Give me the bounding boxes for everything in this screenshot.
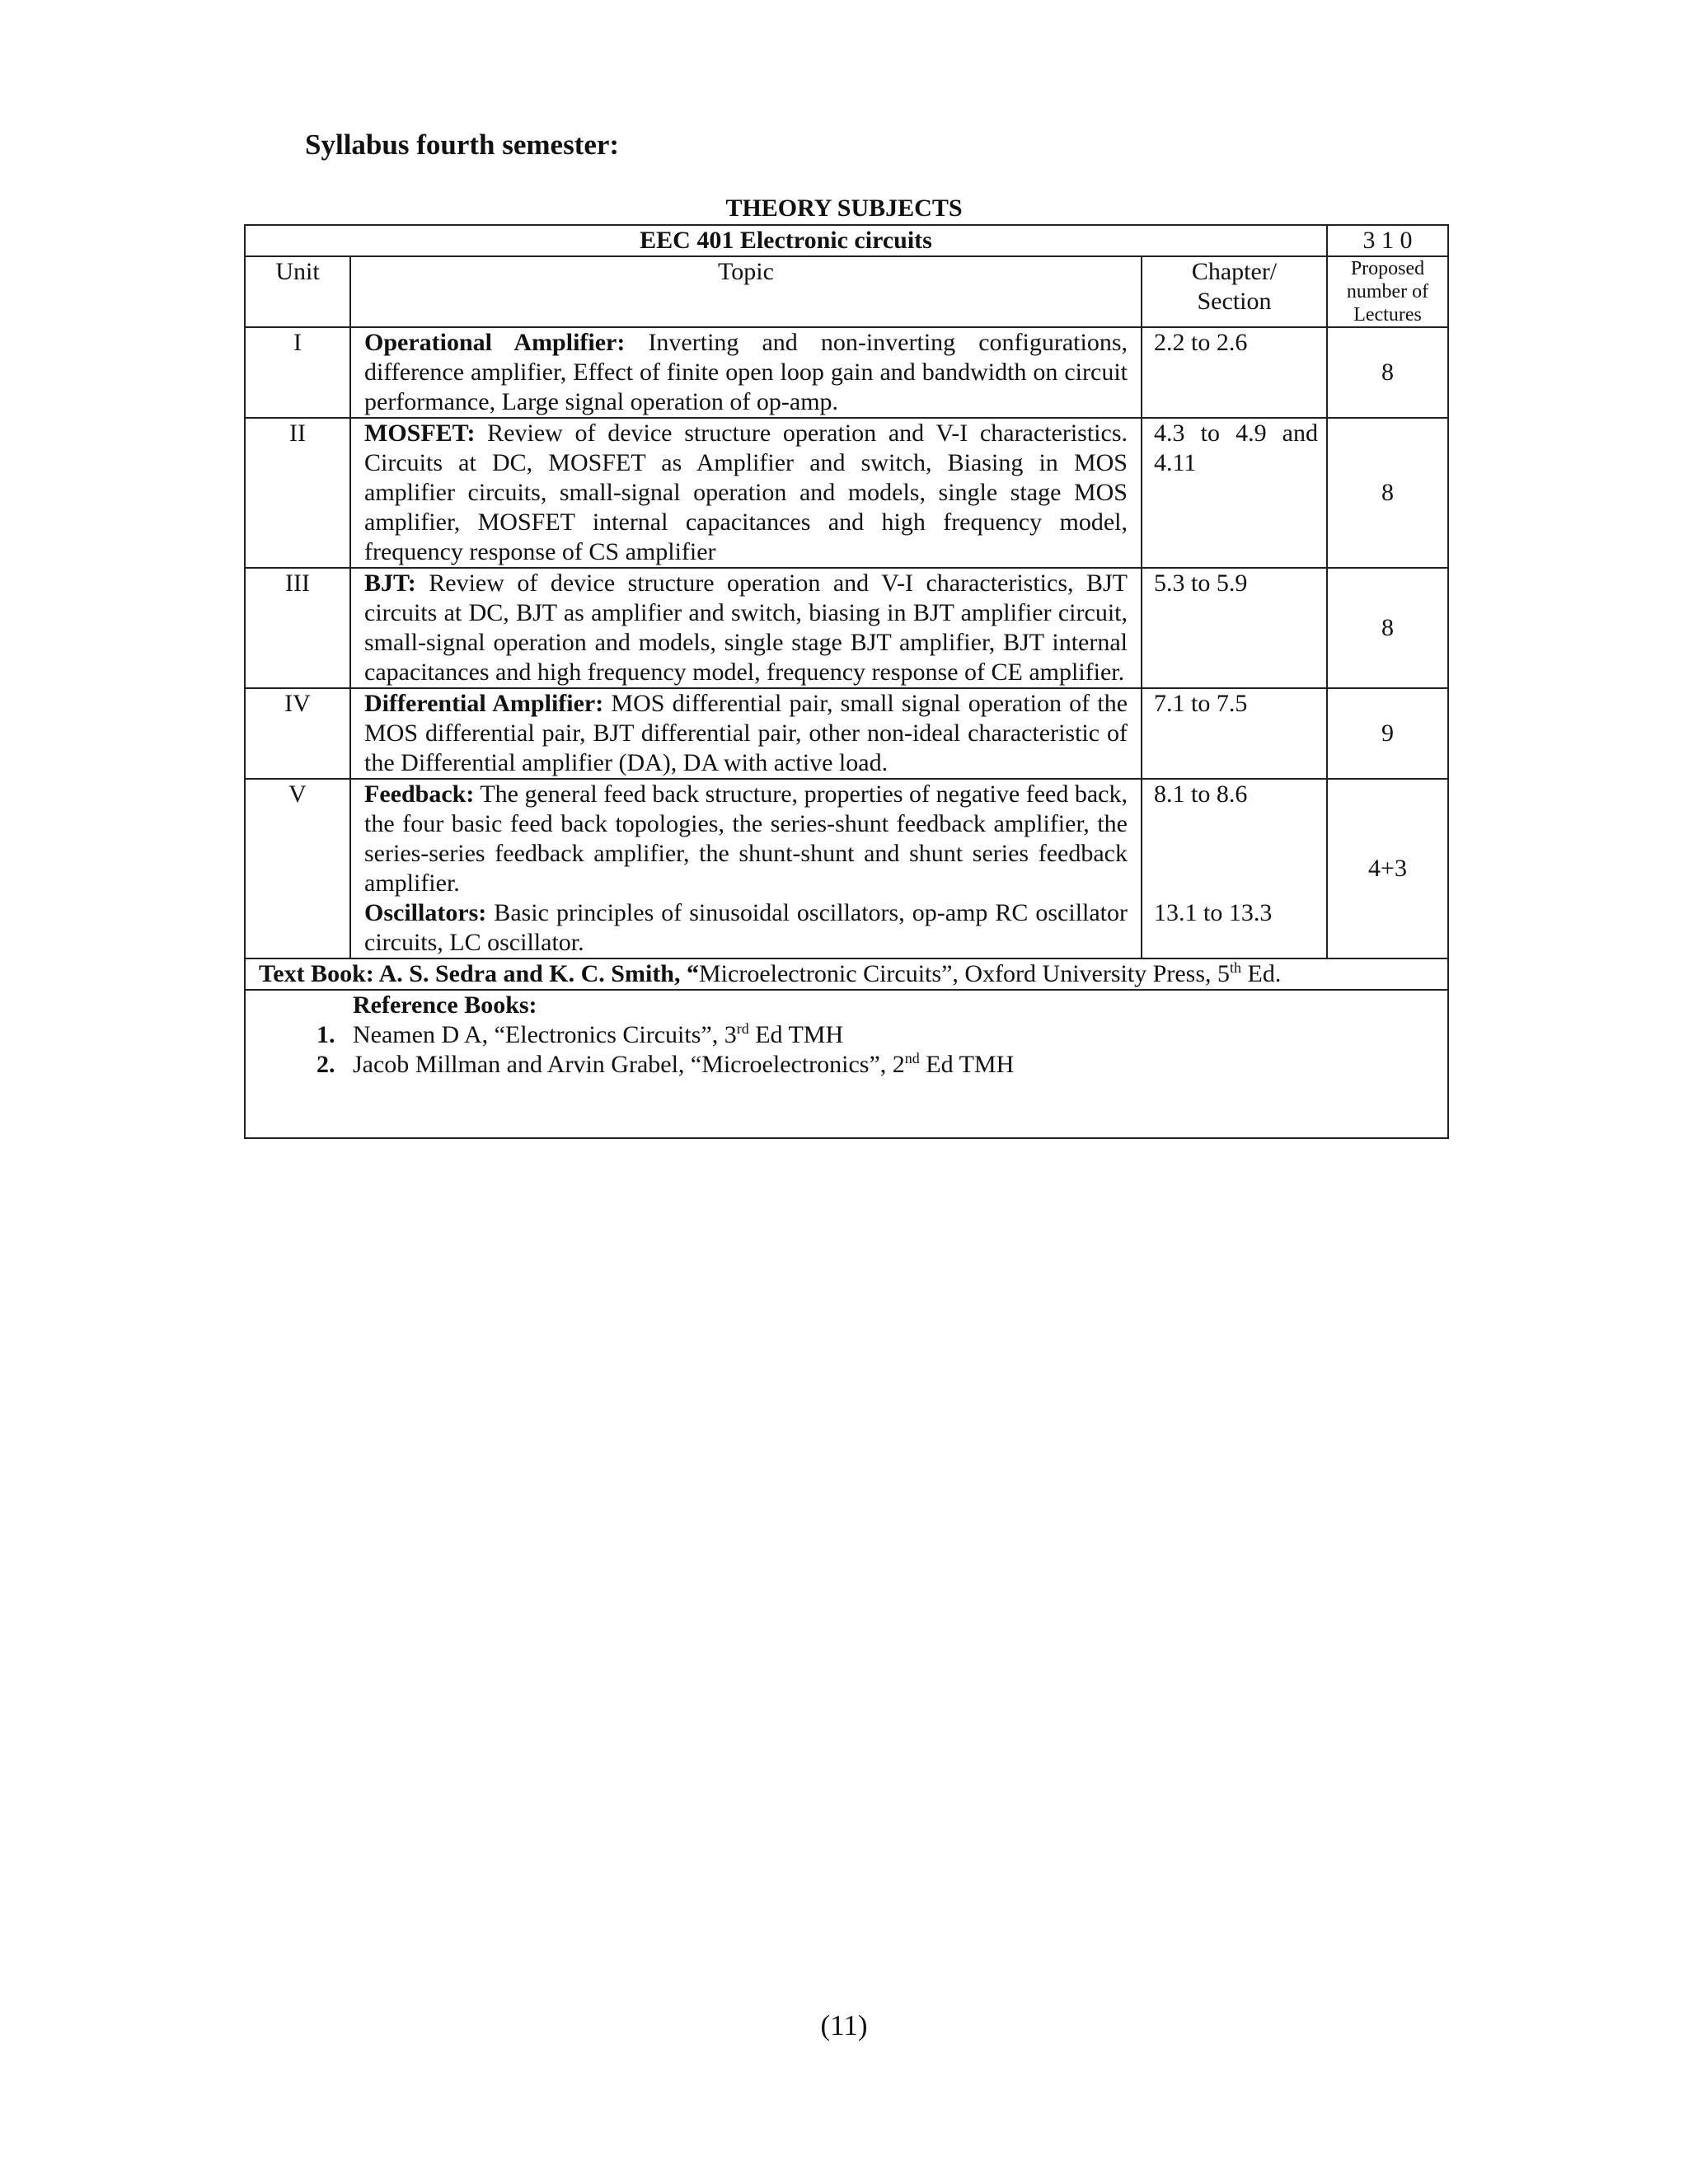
unit-topic: [350, 418, 1142, 568]
topic-heading: Operational Amplifier:: [364, 329, 626, 356]
reference-number: 1.: [316, 1021, 335, 1048]
topic-heading: Differential Amplifier:: [364, 690, 604, 717]
reference-after: Ed TMH: [748, 1021, 844, 1048]
reference-text: [353, 1050, 1014, 1080]
unit-topic: [350, 568, 1142, 688]
topic-heading-2: Oscillators:: [364, 899, 487, 926]
unit-lectures: 8: [1327, 327, 1448, 418]
topic-text-2: Basic principles of sinusoidal oscillators, op-amp RC oscillator circuits, LC oscillator.: [364, 899, 1128, 956]
section-title: THEORY SUBJECTS: [725, 194, 963, 222]
unit-chapter: 4.3 to 4.9 and 4.11: [1142, 418, 1327, 568]
unit-lectures: 8: [1327, 418, 1448, 568]
unit-number: V: [245, 779, 350, 958]
unit-topic: [350, 779, 1142, 958]
textbook-cell: [245, 958, 1448, 990]
topic-text: Review of device structure operation and V-I characteristics. Circuits at DC, MOSFET as Amplifier and switch, Biasing in MOS amplifier circuits, small-signal operation and models, single stage MOS amplifier, MOSFET internal capacitances and high frequency model, frequency response of CS amplifier: [364, 419, 1128, 565]
unit-row-1: [245, 327, 1448, 418]
header-lectures-line3: Lectures: [1353, 304, 1422, 326]
reference-sup: nd: [904, 1050, 920, 1066]
unit-row-4: [245, 688, 1448, 779]
chapter-oscillators: 13.1 to 13.3: [1154, 899, 1273, 926]
unit-lectures: 9: [1327, 688, 1448, 779]
reference-main: Jacob Millman and Arvin Grabel, “Microelectronics”, 2: [353, 1051, 905, 1078]
unit-lectures: 8: [1327, 568, 1448, 688]
textbook-row: [245, 958, 1448, 990]
reference-number: 2.: [316, 1051, 335, 1078]
unit-number: III: [245, 568, 350, 688]
page-number: (11): [820, 2009, 868, 2041]
unit-lectures: 4+3: [1327, 779, 1448, 958]
textbook-edition-sup: th: [1230, 959, 1242, 976]
unit-topic: [350, 327, 1142, 418]
feedback-block: [364, 780, 1128, 898]
unit-row-5: [245, 779, 1448, 958]
course-credits: 3 1 0: [1327, 225, 1448, 256]
topic-heading: BJT:: [364, 569, 416, 597]
syllabus-table: [244, 224, 1449, 1139]
header-topic: Topic: [350, 256, 1142, 327]
course-row: [245, 225, 1448, 256]
header-lectures-line2: number of: [1346, 281, 1429, 302]
unit-row-3: [245, 568, 1448, 688]
topic-text: MOS differential pair, small signal operation of the MOS differential pair, BJT differential pair, other non-ideal characteristic of the Differential amplifier (DA), DA with active load.: [364, 690, 1128, 776]
oscillators-block: [364, 898, 1128, 958]
chapter-feedback: 8.1 to 8.6: [1154, 780, 1248, 808]
header-lectures-line1: Proposed: [1350, 258, 1425, 279]
reference-main: Neamen D A, “Electronics Circuits”, 3: [353, 1021, 737, 1048]
topic-text: Review of device structure operation and V-I characteristics, BJT circuits at DC, BJT as amplifier and switch, biasing in BJT amplifier circuit, small-signal operation and models, single stage BJT amplifier, BJT internal capacitances and high frequency model, frequency response of CE amplifier.: [364, 569, 1128, 686]
reference-after: Ed TMH: [919, 1051, 1015, 1078]
reference-item: [295, 1020, 1434, 1050]
unit-row-2: [245, 418, 1448, 568]
topic-text: The general feed back structure, properties of negative feed back, the four basic feed back topologies, the series-shunt feedback amplifier, the series-series feedback amplifier, the shunt-shunt and shunt series feedback amplifier.: [364, 780, 1128, 897]
topic-heading: MOSFET:: [364, 419, 476, 447]
header-unit: Unit: [245, 256, 350, 327]
unit-chapter: 7.1 to 7.5: [1142, 688, 1327, 779]
reference-text: [353, 1020, 843, 1050]
topic-text: Inverting and non-inverting configurations, difference amplifier, Effect of finite open loop gain and bandwidth on circuit performance, Large signal operation of op-amp.: [364, 329, 1128, 415]
topic-heading: Feedback:: [364, 780, 475, 808]
unit-number: IV: [245, 688, 350, 779]
header-row: [245, 256, 1448, 327]
unit-chapter: [1142, 779, 1327, 958]
header-chapter: [1142, 256, 1327, 327]
textbook-label: Text Book: A. S. Sedra and K. C. Smith, “: [259, 960, 699, 987]
unit-topic: [350, 688, 1142, 779]
unit-chapter: 5.3 to 5.9: [1142, 568, 1327, 688]
references-heading: Reference Books:: [353, 991, 537, 1019]
header-chapter-line2: Section: [1197, 288, 1272, 315]
references-row: [245, 990, 1448, 1138]
reference-sup: rd: [736, 1020, 749, 1037]
header-lectures: [1327, 256, 1448, 327]
textbook-title: Microelectronic Circuits”, Oxford University Press, 5: [699, 960, 1231, 987]
textbook-edition: Ed.: [1241, 960, 1282, 987]
header-chapter-line1: Chapter/: [1191, 258, 1278, 285]
page-heading: Syllabus fourth semester:: [305, 129, 620, 161]
references-cell: [245, 990, 1448, 1138]
unit-chapter: 2.2 to 2.6: [1142, 327, 1327, 418]
reference-item: [295, 1050, 1434, 1080]
unit-number: II: [245, 418, 350, 568]
course-title: EEC 401 Electronic circuits: [245, 225, 1327, 256]
unit-number: I: [245, 327, 350, 418]
